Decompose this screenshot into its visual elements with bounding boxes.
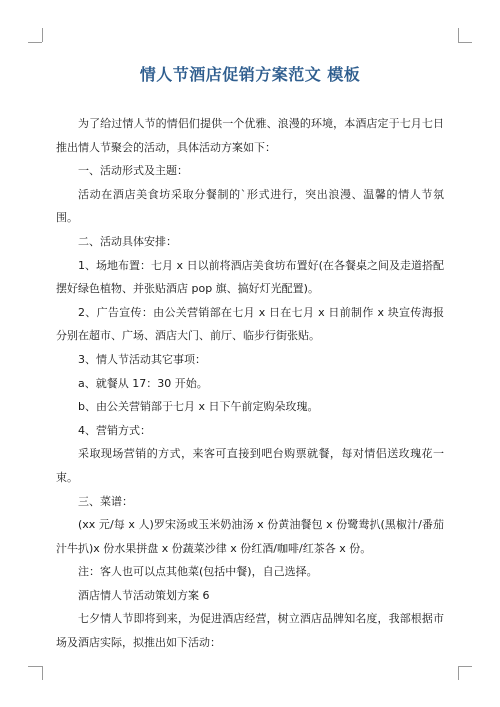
subheading: 酒店情人节活动策划方案 6 <box>78 588 210 602</box>
crop-mark-top-right-h <box>458 42 472 43</box>
list-item: 3、情人节活动其它事项： <box>78 352 206 366</box>
crop-mark-top-left-v <box>42 28 43 42</box>
section-heading: 三、菜谱： <box>78 494 133 508</box>
crop-mark-bottom-left-h <box>28 666 42 667</box>
crop-mark-bottom-left-v <box>42 666 43 680</box>
body-paragraph: 采取现场营销的方式，来客可直接到吧台购票就餐，每对情侣送玫瑰花一束。 <box>56 447 444 484</box>
crop-mark-top-left-h <box>28 42 42 43</box>
crop-mark-bottom-right-h <box>458 666 472 667</box>
list-item: 2、广告宣传：由公关营销部在七月 x 日在七月 x 日前制作 x 块宣传海报分别在超市、广场、酒店大门、前厅、临步行街张贴。 <box>56 305 444 343</box>
crop-mark-bottom-right-v <box>458 666 459 680</box>
sub-item: b、由公关营销部于七月 x 日下午前定购朵玫瑰。 <box>78 400 319 414</box>
body-paragraph: 活动在酒店美食坊采取分餐制的`形式进行，突出浪漫、温馨的情人节氛围。 <box>56 187 444 225</box>
document-body <box>56 112 444 655</box>
note-paragraph: 注：客人也可以点其他菜(包括中餐)，自己选择。 <box>78 565 318 579</box>
crop-mark-top-right-v <box>458 28 459 42</box>
section-heading: 一、活动形式及主题： <box>78 164 188 178</box>
sub-item: a、就餐从 17：30 开始。 <box>78 376 208 390</box>
menu-paragraph: (xx 元/每 x 人)罗宋汤或玉米奶油汤 x 份黄油餐包 x 份鹭鸯扒(黑椒汁/番茄汁牛扒)x 份水果拼盘 x 份蔬菜沙律 x 份红酒/咖啡/红茶各 x 份。 <box>56 518 444 555</box>
list-item: 1、场地布置：七月 x 日以前将酒店美食坊布置好(在各餐桌之间及走道搭配摆好绿色植物、并张贴酒店 pop 旗、搞好灯光配置)。 <box>56 258 444 296</box>
list-item: 4、营销方式： <box>78 423 151 437</box>
intro-paragraph: 为了给过情人节的情侣们提供一个优雅、浪漫的环境，本酒店定于七月七日推出情人节聚会的活动，具体活动方案如下： <box>56 117 444 154</box>
body-paragraph: 七夕情人节即将到来，为促进酒店经营，树立酒店品牌知名度，我部根据市场及酒店实际，拟推出如下活动： <box>56 612 444 650</box>
document-title: 情人节酒店促销方案范文 模板 <box>139 65 361 84</box>
section-heading: 二、活动具体安排： <box>78 234 177 248</box>
